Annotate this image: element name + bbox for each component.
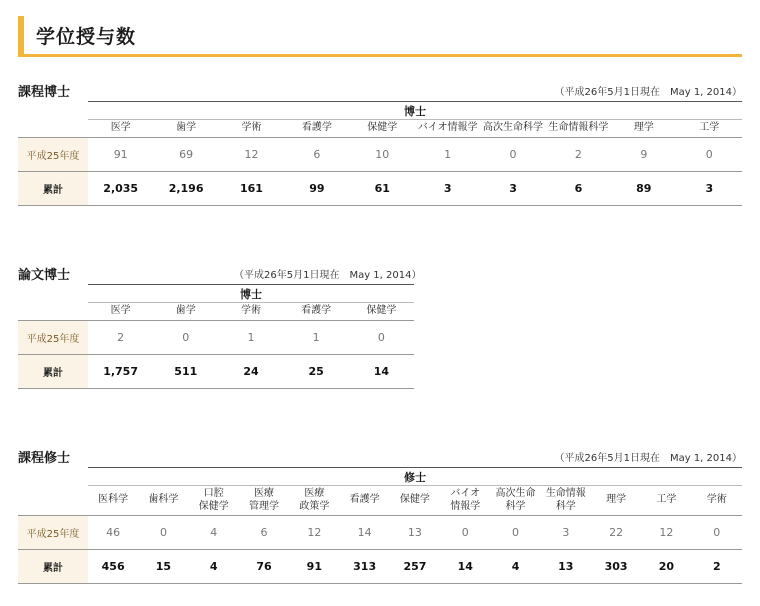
table-cell: 12	[289, 516, 339, 550]
table-row	[18, 355, 414, 389]
row-label: 累計	[18, 172, 88, 206]
table-cell: 0	[138, 516, 188, 550]
column-header: 生命情報 科学	[541, 486, 591, 516]
table-cell: 10	[350, 138, 415, 172]
table-cell: 12	[641, 516, 691, 550]
row-label: 平成25年度	[18, 321, 88, 355]
column-header-row	[18, 486, 742, 516]
row-label: 累計	[18, 550, 88, 584]
blank-cell	[18, 468, 88, 486]
table-cell: 13	[390, 516, 440, 550]
table-cell: 22	[591, 516, 641, 550]
column-header: 高次生命科学	[480, 120, 545, 138]
column-header: 医療 管理学	[239, 486, 289, 516]
table-cell: 0	[440, 516, 490, 550]
table-row	[18, 172, 742, 206]
table-cell: 303	[591, 550, 641, 584]
section-title-course-doctor: 課程博士	[18, 85, 71, 100]
column-header: 歯科学	[138, 486, 188, 516]
page-title: 学位授与数	[36, 26, 137, 48]
column-header: 保健学	[390, 486, 440, 516]
table-cell: 0	[490, 516, 540, 550]
table-cell: 91	[289, 550, 339, 584]
table-cell: 4	[189, 550, 239, 584]
column-header: 医科学	[88, 486, 138, 516]
table-cell: 0	[480, 138, 545, 172]
table-cell: 9	[611, 138, 676, 172]
column-header: 歯学	[153, 120, 218, 138]
table-cell: 2	[88, 321, 153, 355]
table-thesis-doctor	[18, 284, 414, 389]
table-cell: 2	[692, 550, 742, 584]
column-header: 理学	[591, 486, 641, 516]
table-cell: 1	[415, 138, 480, 172]
table-course-doctor	[18, 101, 742, 206]
table-row	[18, 516, 742, 550]
column-header: 学術	[218, 303, 283, 321]
blank-cell	[18, 303, 88, 321]
table-cell: 6	[284, 138, 349, 172]
table-cell: 456	[88, 550, 138, 584]
row-label: 平成25年度	[18, 138, 88, 172]
column-header: 高次生命 科学	[490, 486, 540, 516]
table-cell: 1	[218, 321, 283, 355]
group-header-row	[18, 468, 742, 486]
table-cell: 14	[339, 516, 389, 550]
section-asof-thesis-doctor: （平成26年5月1日現在 May 1, 2014）	[234, 270, 422, 281]
column-header-row	[18, 303, 414, 321]
table-cell: 14	[349, 355, 414, 389]
column-header: 医学	[88, 120, 153, 138]
table-cell: 14	[440, 550, 490, 584]
table-cell: 2	[546, 138, 611, 172]
table-course-master	[18, 467, 742, 584]
blank-cell	[18, 120, 88, 138]
column-header: 医療 政策学	[289, 486, 339, 516]
column-header: 学術	[692, 486, 742, 516]
table-cell: 4	[490, 550, 540, 584]
table-cell: 2,196	[153, 172, 218, 206]
section-asof-course-master: （平成26年5月1日現在 May 1, 2014）	[554, 453, 742, 464]
table-cell: 3	[480, 172, 545, 206]
column-header: バイオ 情報学	[440, 486, 490, 516]
column-header: 工学	[641, 486, 691, 516]
section-title-course-master: 課程修士	[18, 451, 71, 466]
table-cell: 46	[88, 516, 138, 550]
table-cell: 0	[349, 321, 414, 355]
table-cell: 15	[138, 550, 188, 584]
table-cell: 3	[541, 516, 591, 550]
blank-cell	[18, 285, 88, 303]
title-accent-bar	[18, 16, 24, 54]
table-cell: 24	[218, 355, 283, 389]
table-row	[18, 138, 742, 172]
table-cell: 89	[611, 172, 676, 206]
row-label: 累計	[18, 355, 88, 389]
table-cell: 6	[546, 172, 611, 206]
table-cell: 13	[541, 550, 591, 584]
table-cell: 76	[239, 550, 289, 584]
table-cell: 257	[390, 550, 440, 584]
table-cell: 25	[284, 355, 349, 389]
section-title-thesis-doctor: 論文博士	[18, 268, 71, 283]
column-header: 口腔 保健学	[189, 486, 239, 516]
column-header: 看護学	[284, 120, 349, 138]
table-cell: 99	[284, 172, 349, 206]
table-cell: 0	[692, 516, 742, 550]
column-header: 理学	[611, 120, 676, 138]
table-cell: 1	[284, 321, 349, 355]
degree-group-header: 博士	[88, 285, 414, 303]
table-cell: 69	[153, 138, 218, 172]
table-cell: 6	[239, 516, 289, 550]
blank-cell	[18, 102, 88, 120]
table-cell: 2,035	[88, 172, 153, 206]
degree-group-header: 博士	[88, 102, 742, 120]
table-cell: 91	[88, 138, 153, 172]
table-cell: 20	[641, 550, 691, 584]
column-header: バイオ情報学	[415, 120, 480, 138]
group-header-row	[18, 285, 414, 303]
column-header: 保健学	[350, 120, 415, 138]
table-cell: 12	[219, 138, 284, 172]
table-cell: 161	[219, 172, 284, 206]
degree-group-header: 修士	[88, 468, 742, 486]
column-header: 保健学	[349, 303, 414, 321]
column-header: 生命情報科学	[546, 120, 611, 138]
group-header-row	[18, 102, 742, 120]
section-asof-course-doctor: （平成26年5月1日現在 May 1, 2014）	[554, 87, 742, 98]
column-header: 看護学	[339, 486, 389, 516]
column-header-row	[18, 120, 742, 138]
column-header: 工学	[677, 120, 743, 138]
column-header: 学術	[219, 120, 284, 138]
table-cell: 1,757	[88, 355, 153, 389]
page-header	[18, 16, 742, 57]
table-cell: 0	[677, 138, 743, 172]
table-cell: 0	[153, 321, 218, 355]
blank-cell	[18, 486, 88, 516]
table-cell: 313	[339, 550, 389, 584]
table-cell: 3	[415, 172, 480, 206]
column-header: 看護学	[284, 303, 349, 321]
table-cell: 61	[350, 172, 415, 206]
column-header: 医学	[88, 303, 153, 321]
table-cell: 511	[153, 355, 218, 389]
table-cell: 4	[189, 516, 239, 550]
row-label: 平成25年度	[18, 516, 88, 550]
column-header: 歯学	[153, 303, 218, 321]
table-cell: 3	[677, 172, 743, 206]
table-row	[18, 550, 742, 584]
table-row	[18, 321, 414, 355]
